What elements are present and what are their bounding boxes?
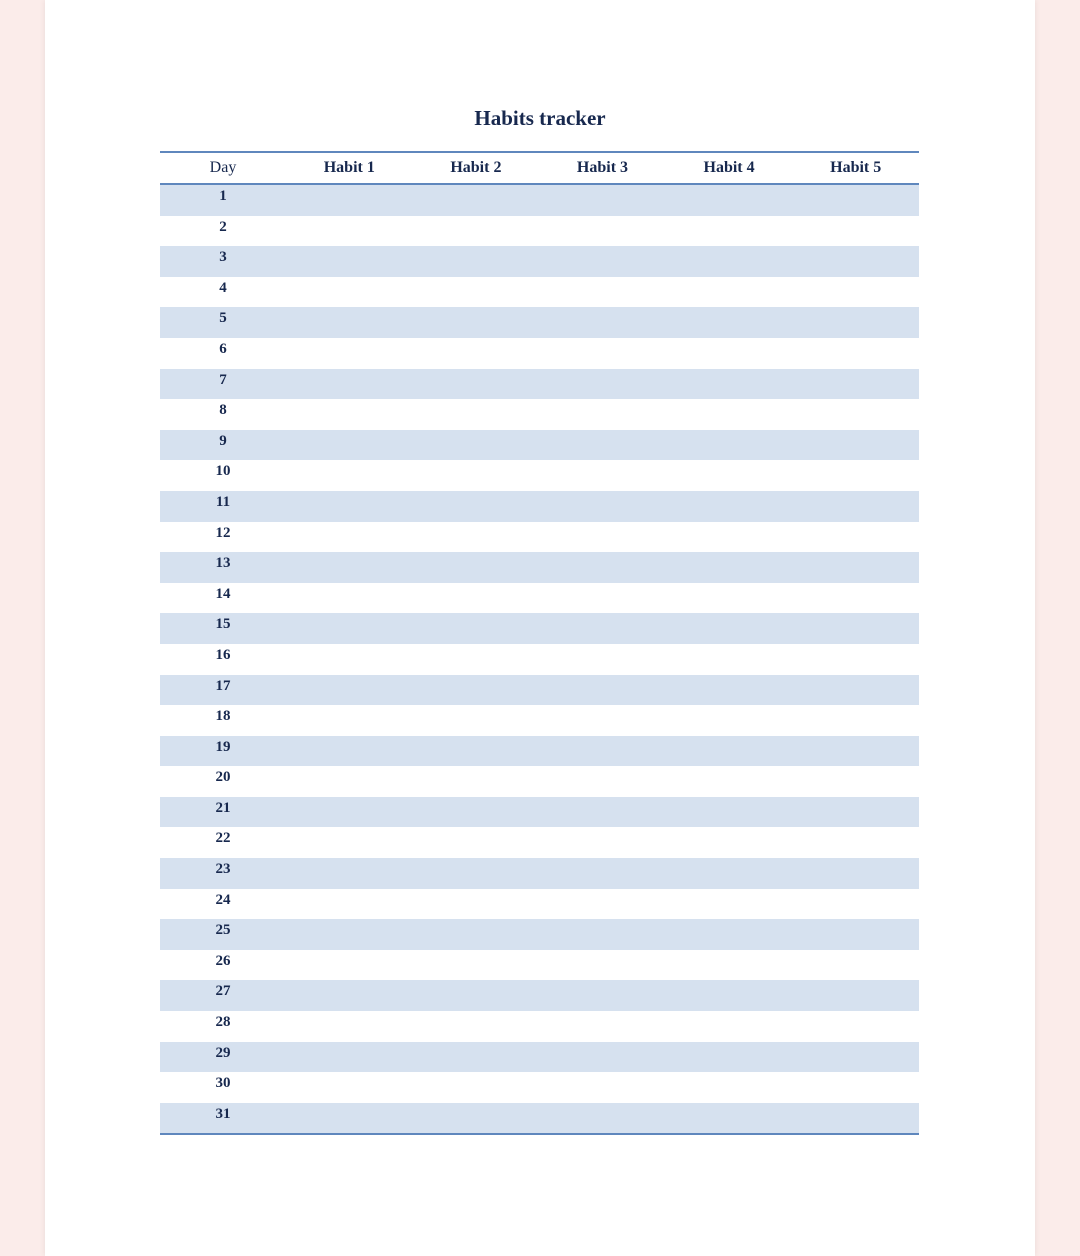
table-row: [160, 705, 919, 736]
habit-5-cell[interactable]: [792, 1103, 919, 1135]
day-cell: 3: [160, 246, 286, 277]
table-row: [160, 184, 919, 216]
table-row: [160, 216, 919, 247]
habit-2-cell[interactable]: [413, 460, 540, 491]
habit-4-cell[interactable]: [666, 1011, 793, 1042]
habit-3-cell[interactable]: [539, 919, 666, 950]
habit-1-cell[interactable]: [286, 1042, 413, 1073]
habit-3-cell[interactable]: [539, 583, 666, 614]
table-row: [160, 369, 919, 400]
habit-5-cell[interactable]: [792, 338, 919, 369]
habit-1-cell[interactable]: [286, 644, 413, 675]
table-row: [160, 950, 919, 981]
habit-4-cell[interactable]: [666, 369, 793, 400]
habit-4-cell[interactable]: [666, 460, 793, 491]
habit-4-cell[interactable]: [666, 307, 793, 338]
habit-3-cell[interactable]: [539, 613, 666, 644]
habit-3-cell[interactable]: [539, 246, 666, 277]
habit-2-cell[interactable]: [413, 399, 540, 430]
habit-5-cell[interactable]: [792, 950, 919, 981]
habit-5-cell[interactable]: [792, 827, 919, 858]
habit-1-cell[interactable]: [286, 583, 413, 614]
habit-5-cell[interactable]: [792, 583, 919, 614]
day-cell: 14: [160, 583, 286, 614]
day-cell: 7: [160, 369, 286, 400]
day-cell: 19: [160, 736, 286, 767]
habit-4-cell[interactable]: [666, 552, 793, 583]
habit-1-cell[interactable]: [286, 430, 413, 461]
habit-3-cell[interactable]: [539, 980, 666, 1011]
habit-2-cell[interactable]: [413, 827, 540, 858]
habit-5-cell[interactable]: [792, 858, 919, 889]
habit-1-cell[interactable]: [286, 736, 413, 767]
habit-1-cell[interactable]: [286, 919, 413, 950]
habit-1-cell[interactable]: [286, 216, 413, 247]
habit-1-cell[interactable]: [286, 889, 413, 920]
habit-5-cell[interactable]: [792, 889, 919, 920]
habit-4-cell[interactable]: [666, 216, 793, 247]
habit-2-cell[interactable]: [413, 797, 540, 828]
habit-2-cell[interactable]: [413, 613, 540, 644]
habit-4-cell[interactable]: [666, 522, 793, 553]
habit-4-cell[interactable]: [666, 797, 793, 828]
day-cell: 28: [160, 1011, 286, 1042]
habit-3-cell[interactable]: [539, 369, 666, 400]
page-title: Habits tracker: [474, 106, 606, 130]
habit-1-cell[interactable]: [286, 277, 413, 308]
table-row: [160, 797, 919, 828]
habit-2-cell[interactable]: [413, 430, 540, 461]
habit-4-cell[interactable]: [666, 430, 793, 461]
habit-1-cell[interactable]: [286, 766, 413, 797]
habit-1-cell[interactable]: [286, 338, 413, 369]
habit-2-cell[interactable]: [413, 919, 540, 950]
column-header-day: Day: [160, 152, 286, 184]
habit-2-cell[interactable]: [413, 583, 540, 614]
habit-1-cell[interactable]: [286, 705, 413, 736]
table-row: [160, 1042, 919, 1073]
habit-4-cell[interactable]: [666, 980, 793, 1011]
habit-3-cell[interactable]: [539, 705, 666, 736]
habit-5-cell[interactable]: [792, 184, 919, 216]
habit-5-cell[interactable]: [792, 307, 919, 338]
table-row: [160, 858, 919, 889]
habit-4-cell[interactable]: [666, 277, 793, 308]
habit-4-cell[interactable]: [666, 1103, 793, 1135]
column-header-habit-1: Habit 1: [286, 152, 413, 184]
habit-1-cell[interactable]: [286, 827, 413, 858]
habit-4-cell[interactable]: [666, 246, 793, 277]
habit-5-cell[interactable]: [792, 1011, 919, 1042]
habit-1-cell[interactable]: [286, 980, 413, 1011]
habit-3-cell[interactable]: [539, 797, 666, 828]
table-row: [160, 552, 919, 583]
habit-3-cell[interactable]: [539, 889, 666, 920]
habit-5-cell[interactable]: [792, 919, 919, 950]
habit-5-cell[interactable]: [792, 399, 919, 430]
habit-5-cell[interactable]: [792, 797, 919, 828]
habit-3-cell[interactable]: [539, 307, 666, 338]
habit-2-cell[interactable]: [413, 1072, 540, 1103]
habit-4-cell[interactable]: [666, 950, 793, 981]
table-row: [160, 307, 919, 338]
day-cell: 6: [160, 338, 286, 369]
habit-3-cell[interactable]: [539, 430, 666, 461]
day-cell: 12: [160, 522, 286, 553]
habit-2-cell[interactable]: [413, 338, 540, 369]
day-cell: 26: [160, 950, 286, 981]
habit-4-cell[interactable]: [666, 491, 793, 522]
table-row: [160, 613, 919, 644]
habit-3-cell[interactable]: [539, 1011, 666, 1042]
habit-3-cell[interactable]: [539, 1103, 666, 1135]
habit-3-cell[interactable]: [539, 338, 666, 369]
day-cell: 4: [160, 277, 286, 308]
habit-5-cell[interactable]: [792, 1042, 919, 1073]
habit-2-cell[interactable]: [413, 644, 540, 675]
habit-2-cell[interactable]: [413, 736, 540, 767]
habit-2-cell[interactable]: [413, 1103, 540, 1135]
habit-2-cell[interactable]: [413, 522, 540, 553]
day-cell: 2: [160, 216, 286, 247]
table-row: [160, 675, 919, 706]
habit-1-cell[interactable]: [286, 460, 413, 491]
habit-4-cell[interactable]: [666, 338, 793, 369]
table-row: [160, 1072, 919, 1103]
habit-4-cell[interactable]: [666, 583, 793, 614]
table-row: [160, 338, 919, 369]
day-cell: 15: [160, 613, 286, 644]
habit-1-cell[interactable]: [286, 797, 413, 828]
habit-4-cell[interactable]: [666, 644, 793, 675]
habit-3-cell[interactable]: [539, 950, 666, 981]
habit-3-cell[interactable]: [539, 491, 666, 522]
habit-2-cell[interactable]: [413, 980, 540, 1011]
table-row: [160, 277, 919, 308]
habit-5-cell[interactable]: [792, 277, 919, 308]
table-row: [160, 827, 919, 858]
habit-4-cell[interactable]: [666, 1042, 793, 1073]
table-row: [160, 430, 919, 461]
day-cell: 17: [160, 675, 286, 706]
habit-2-cell[interactable]: [413, 858, 540, 889]
habit-3-cell[interactable]: [539, 766, 666, 797]
habit-4-cell[interactable]: [666, 889, 793, 920]
habit-3-cell[interactable]: [539, 277, 666, 308]
habit-1-cell[interactable]: [286, 491, 413, 522]
day-cell: 20: [160, 766, 286, 797]
habit-3-cell[interactable]: [539, 522, 666, 553]
table-row: [160, 399, 919, 430]
habit-2-cell[interactable]: [413, 1011, 540, 1042]
day-cell: 27: [160, 980, 286, 1011]
table-row: [160, 491, 919, 522]
habit-2-cell[interactable]: [413, 246, 540, 277]
habit-2-cell[interactable]: [413, 184, 540, 216]
day-cell: 1: [160, 184, 286, 216]
column-header-habit-3: Habit 3: [539, 152, 666, 184]
habit-1-cell[interactable]: [286, 369, 413, 400]
day-cell: 10: [160, 460, 286, 491]
habit-5-cell[interactable]: [792, 675, 919, 706]
habit-4-cell[interactable]: [666, 613, 793, 644]
habit-5-cell[interactable]: [792, 980, 919, 1011]
column-header-habit-2: Habit 2: [413, 152, 540, 184]
habit-4-cell[interactable]: [666, 858, 793, 889]
habit-1-cell[interactable]: [286, 1072, 413, 1103]
habit-5-cell[interactable]: [792, 766, 919, 797]
habit-5-cell[interactable]: [792, 736, 919, 767]
day-cell: 23: [160, 858, 286, 889]
habit-3-cell[interactable]: [539, 184, 666, 216]
habit-3-cell[interactable]: [539, 399, 666, 430]
habit-4-cell[interactable]: [666, 705, 793, 736]
habit-4-cell[interactable]: [666, 1072, 793, 1103]
habit-3-cell[interactable]: [539, 552, 666, 583]
day-cell: 22: [160, 827, 286, 858]
day-cell: 31: [160, 1103, 286, 1135]
day-cell: 18: [160, 705, 286, 736]
habit-2-cell[interactable]: [413, 216, 540, 247]
habit-1-cell[interactable]: [286, 675, 413, 706]
table-row: [160, 644, 919, 675]
habit-5-cell[interactable]: [792, 369, 919, 400]
day-cell: 21: [160, 797, 286, 828]
habit-2-cell[interactable]: [413, 950, 540, 981]
habit-4-cell[interactable]: [666, 675, 793, 706]
day-cell: 11: [160, 491, 286, 522]
habit-1-cell[interactable]: [286, 1103, 413, 1135]
habit-5-cell[interactable]: [792, 552, 919, 583]
habit-1-cell[interactable]: [286, 522, 413, 553]
table-header-row: [160, 152, 919, 184]
habit-1-cell[interactable]: [286, 184, 413, 216]
table-row: [160, 919, 919, 950]
habit-5-cell[interactable]: [792, 522, 919, 553]
habit-3-cell[interactable]: [539, 644, 666, 675]
table-row: [160, 1011, 919, 1042]
column-header-habit-4: Habit 4: [666, 152, 793, 184]
table-row: [160, 522, 919, 553]
habit-2-cell[interactable]: [413, 705, 540, 736]
habit-3-cell[interactable]: [539, 1072, 666, 1103]
table-row: [160, 766, 919, 797]
habit-3-cell[interactable]: [539, 216, 666, 247]
habit-5-cell[interactable]: [792, 460, 919, 491]
habit-1-cell[interactable]: [286, 307, 413, 338]
habit-2-cell[interactable]: [413, 369, 540, 400]
habit-3-cell[interactable]: [539, 460, 666, 491]
habits-table: [160, 151, 919, 1135]
habit-2-cell[interactable]: [413, 675, 540, 706]
habit-1-cell[interactable]: [286, 399, 413, 430]
day-cell: 9: [160, 430, 286, 461]
habit-5-cell[interactable]: [792, 246, 919, 277]
day-cell: 16: [160, 644, 286, 675]
habit-1-cell[interactable]: [286, 1011, 413, 1042]
habit-2-cell[interactable]: [413, 277, 540, 308]
habit-2-cell[interactable]: [413, 552, 540, 583]
habit-5-cell[interactable]: [792, 705, 919, 736]
habit-3-cell[interactable]: [539, 858, 666, 889]
day-cell: 5: [160, 307, 286, 338]
table-row: [160, 460, 919, 491]
habit-5-cell[interactable]: [792, 491, 919, 522]
habit-5-cell[interactable]: [792, 644, 919, 675]
habit-5-cell[interactable]: [792, 216, 919, 247]
habit-4-cell[interactable]: [666, 736, 793, 767]
habit-3-cell[interactable]: [539, 827, 666, 858]
habit-4-cell[interactable]: [666, 184, 793, 216]
habit-1-cell[interactable]: [286, 950, 413, 981]
habit-2-cell[interactable]: [413, 889, 540, 920]
table-row: [160, 583, 919, 614]
table-row: [160, 246, 919, 277]
document-page: [45, 0, 1035, 1256]
column-header-habit-5: Habit 5: [792, 152, 919, 184]
habit-4-cell[interactable]: [666, 766, 793, 797]
habit-2-cell[interactable]: [413, 1042, 540, 1073]
table-row: [160, 736, 919, 767]
habit-5-cell[interactable]: [792, 430, 919, 461]
habit-1-cell[interactable]: [286, 246, 413, 277]
habit-4-cell[interactable]: [666, 827, 793, 858]
habit-2-cell[interactable]: [413, 766, 540, 797]
table-row: [160, 889, 919, 920]
habit-1-cell[interactable]: [286, 858, 413, 889]
day-cell: 13: [160, 552, 286, 583]
habit-5-cell[interactable]: [792, 1072, 919, 1103]
habit-1-cell[interactable]: [286, 552, 413, 583]
day-cell: 8: [160, 399, 286, 430]
habit-3-cell[interactable]: [539, 675, 666, 706]
habit-5-cell[interactable]: [792, 613, 919, 644]
day-cell: 24: [160, 889, 286, 920]
day-cell: 29: [160, 1042, 286, 1073]
habit-2-cell[interactable]: [413, 491, 540, 522]
habit-4-cell[interactable]: [666, 919, 793, 950]
habit-3-cell[interactable]: [539, 1042, 666, 1073]
habit-1-cell[interactable]: [286, 613, 413, 644]
day-cell: 25: [160, 919, 286, 950]
table-row: [160, 980, 919, 1011]
habit-3-cell[interactable]: [539, 736, 666, 767]
habit-2-cell[interactable]: [413, 307, 540, 338]
table-row: [160, 1103, 919, 1135]
day-cell: 30: [160, 1072, 286, 1103]
habit-4-cell[interactable]: [666, 399, 793, 430]
